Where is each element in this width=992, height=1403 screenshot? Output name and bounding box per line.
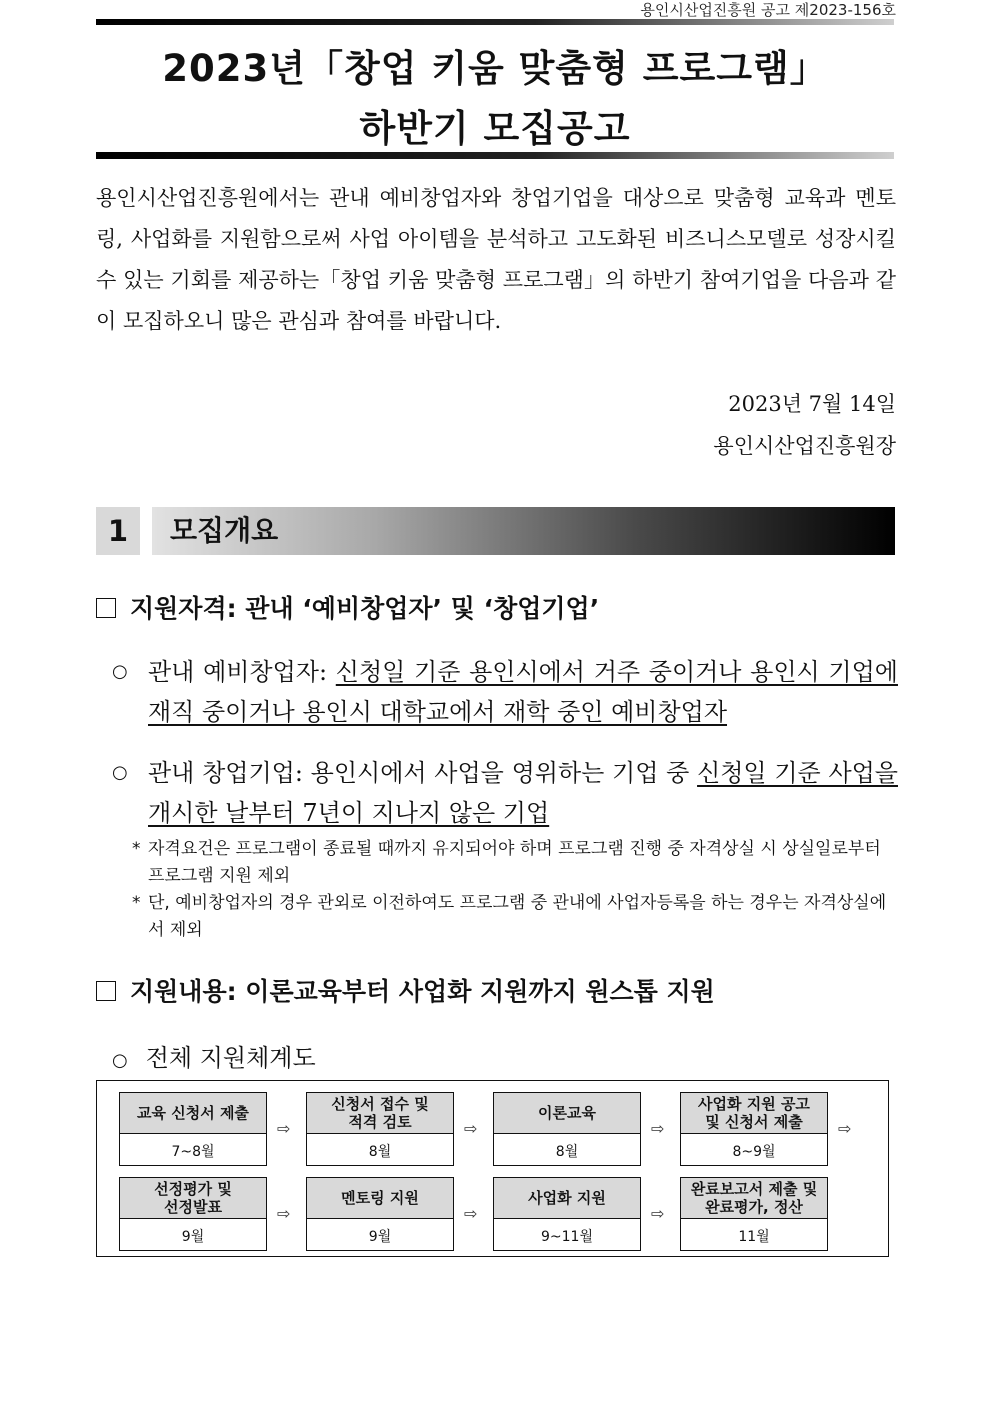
support-flow-diagram [96, 1080, 889, 1257]
right-arrow-icon: ⇨ [651, 1204, 665, 1223]
eligibility-item-startup [112, 753, 898, 833]
eligibility-note-2 [132, 890, 898, 944]
flow-step-label: 이론교육 [494, 1093, 640, 1134]
flow-step-period: 8월 [555, 1143, 579, 1160]
flow-step-period: 8~9월 [732, 1143, 776, 1160]
flow-step-label: 신청서 접수 및 적격 검토 [307, 1093, 453, 1134]
eligibility-heading-text: 지원자격: 관내 ‘예비창업자’ 및 ‘창업기업’ [130, 594, 600, 623]
note2-text: 단, 예비창업자의 경우 관외로 이전하여도 프로그램 중 관내에 사업자등록을 하는 경우는 자격상실에서 제외 [148, 893, 887, 940]
right-arrow-icon: ⇨ [464, 1204, 478, 1223]
item1-prefix: 관내 예비창업자: [148, 658, 336, 686]
section-number: 1 [96, 507, 140, 555]
flow-step [119, 1177, 267, 1251]
eligibility-note-1 [132, 836, 898, 890]
item1-underlined: 신청일 기준 용인시에서 거주 중이거나 용인시 기업에 재직 중이거나 용인시 대학교에서 재학 중인 예비창업자 [148, 658, 898, 726]
document-title-line2: 하반기 모집공고 [359, 107, 631, 150]
notice-number: 용인시산업진흥원 공고 제2023-156호 [640, 1, 896, 19]
flow-step [306, 1092, 454, 1166]
flow-step-label: 완료보고서 제출 및 완료평가, 정산 [681, 1178, 827, 1219]
support-sub-item-text: 전체 지원체계도 [145, 1044, 316, 1072]
document-title-line1: 2023년「창업 키움 맞춤형 프로그램」 [162, 47, 828, 90]
flow-step-period: 7~8월 [171, 1143, 215, 1160]
flow-step-label: 교육 신청서 제출 [120, 1093, 266, 1134]
flow-step [680, 1092, 828, 1166]
asterisk-icon: * [132, 893, 141, 913]
circle-bullet-icon: ○ [112, 661, 128, 682]
eligibility-heading [96, 589, 599, 625]
support-sub-item [112, 1038, 316, 1073]
note1-text: 자격요건은 프로그램이 종료될 때까지 유지되어야 하며 프로그램 진행 중 자격상실 시 상실일로부터 프로그램 지원 제외 [148, 839, 881, 886]
right-arrow-icon: ⇨ [277, 1204, 291, 1223]
flow-step-label: 사업화 지원 공고 및 신청서 제출 [681, 1093, 827, 1134]
flow-step [680, 1177, 828, 1251]
support-heading [96, 972, 715, 1008]
flow-step [493, 1177, 641, 1251]
right-arrow-icon: ⇨ [277, 1119, 291, 1138]
right-arrow-icon: ⇨ [464, 1119, 478, 1138]
flow-step [306, 1177, 454, 1251]
flow-step-period: 9월 [368, 1228, 392, 1245]
title-bottom-rule [96, 152, 894, 159]
square-bullet-icon [96, 981, 116, 1001]
right-arrow-icon: ⇨ [651, 1119, 665, 1138]
circle-bullet-icon: ○ [112, 1050, 128, 1071]
item2-underlined: 신청일 기준 사업을 개시한 날부터 7년이 지나지 않은 기업 [148, 759, 898, 827]
flow-step-period: 9월 [181, 1228, 205, 1245]
title-top-rule [96, 19, 894, 25]
flow-step-period: 9~11월 [541, 1228, 593, 1245]
intro-paragraph: 용인시산업진흥원에서는 관내 예비창업자와 창업기업을 대상으로 맞춤형 교육과 멘토링, 사업화를 지원함으로써 사업 아이템을 분석하고 고도화된 비즈니스모델로 성장시킬 수 있는 기회를 제공하는「창업 키움 맞춤형 프로그램」의 하반기 참여기업을 다음과 같이 모집하오니 많은 관심과 참여를 바랍니다. [96, 186, 896, 333]
flow-step [119, 1092, 267, 1166]
item2-prefix: 관내 창업기업: 용인시에서 사업을 영위하는 기업 중 [148, 759, 698, 787]
section-title: 모집개요 [170, 514, 279, 547]
flow-step-period: 11월 [738, 1228, 770, 1245]
signer-name: 용인시산업진흥원장 [713, 434, 896, 458]
flow-step-label: 멘토링 지원 [307, 1178, 453, 1219]
flow-step-label: 사업화 지원 [494, 1178, 640, 1219]
support-heading-text: 지원내용: 이론교육부터 사업화 지원까지 원스톱 지원 [130, 977, 715, 1006]
square-bullet-icon [96, 598, 116, 618]
flow-step-label: 선정평가 및 선정발표 [120, 1178, 266, 1219]
asterisk-icon: * [132, 839, 141, 859]
eligibility-item-prestartup [112, 652, 898, 732]
flow-step-period: 8월 [368, 1143, 392, 1160]
flow-step [493, 1092, 641, 1166]
right-arrow-icon: ⇨ [838, 1119, 852, 1138]
announcement-date: 2023년 7월 14일 [728, 392, 896, 416]
circle-bullet-icon: ○ [112, 762, 128, 783]
